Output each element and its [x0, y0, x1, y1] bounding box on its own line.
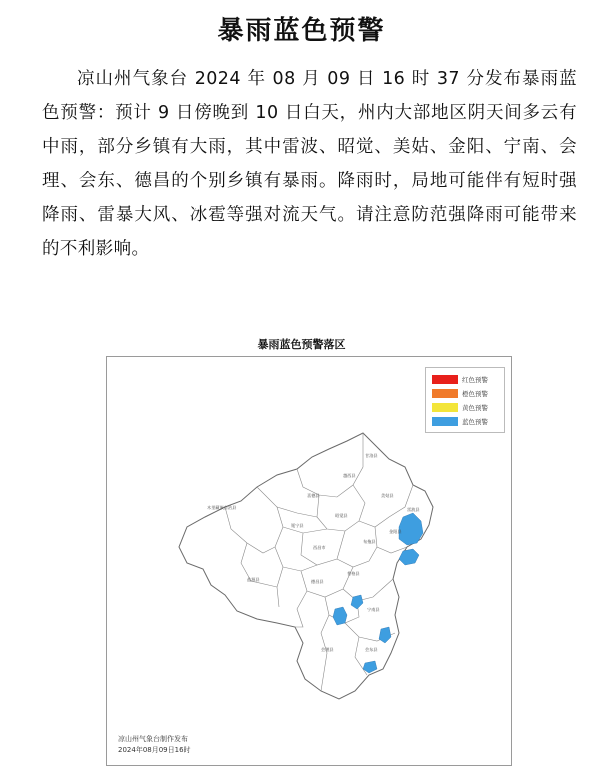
- map-footer: [118, 734, 191, 756]
- legend-item-yellow: [432, 400, 504, 414]
- county-label: 金阳县: [389, 529, 402, 534]
- legend-swatch: [432, 389, 458, 398]
- county-label: 盐源县: [247, 577, 260, 582]
- map-title: 暴雨蓝色预警落区: [257, 338, 346, 351]
- county-label: 昭觉县: [335, 513, 348, 518]
- footer-issuer: 凉山州气象台制作发布: [118, 735, 188, 743]
- warning-paragraph: 凉山州气象台 2024 年 08 月 09 日 16 时 37 分发布暴雨蓝色预警：预计 9 日傍晚到 10 日白天，州内大部地区阴天间多云有中雨，部分乡镇有大雨，其中雷波、昭觉、美姑、金阳、宁南、会理、会东、德昌的个别乡镇有暴雨。降雨时，局地可能伴有短时强降雨、雷暴大风、冰雹等强对流天气。请注意防范强降雨可能带来的不利影响。: [42, 69, 577, 259]
- county-label: 雷波县: [407, 507, 420, 512]
- county-label: 越西县: [343, 473, 356, 478]
- legend-swatch: [432, 417, 458, 426]
- legend-swatch: [432, 375, 458, 384]
- county-label: 木里藏族自治县: [207, 505, 237, 510]
- county-label: 会理县: [321, 647, 334, 652]
- county-label: 冕宁县: [291, 523, 304, 528]
- legend-item-orange: [432, 386, 504, 400]
- document-title: 暴雨蓝色预警: [217, 16, 386, 46]
- county-label: 美姑县: [381, 493, 394, 498]
- legend-label: 橙色预警: [462, 389, 488, 398]
- legend-label: 黄色预警: [462, 403, 488, 412]
- county-label: 会东县: [365, 647, 378, 652]
- legend-swatch: [432, 403, 458, 412]
- legend-label: 蓝色预警: [462, 417, 488, 426]
- county-label: 西昌市: [313, 545, 326, 550]
- legend-label: 红色预警: [462, 375, 488, 384]
- prefecture-outline: [179, 433, 433, 699]
- county-label: 布拖县: [363, 539, 376, 544]
- legend-item-red: [432, 372, 504, 386]
- county-label: 德昌县: [311, 579, 324, 584]
- county-label: 喜德县: [307, 493, 320, 498]
- map-legend: [425, 367, 505, 433]
- county-label: 宁南县: [367, 607, 380, 612]
- county-label: 甘洛县: [365, 453, 378, 458]
- map-frame: [106, 356, 512, 766]
- footer-date: 2024年08月09日16时: [118, 746, 191, 754]
- legend-item-blue: [432, 414, 504, 428]
- county-label: 普格县: [347, 571, 360, 576]
